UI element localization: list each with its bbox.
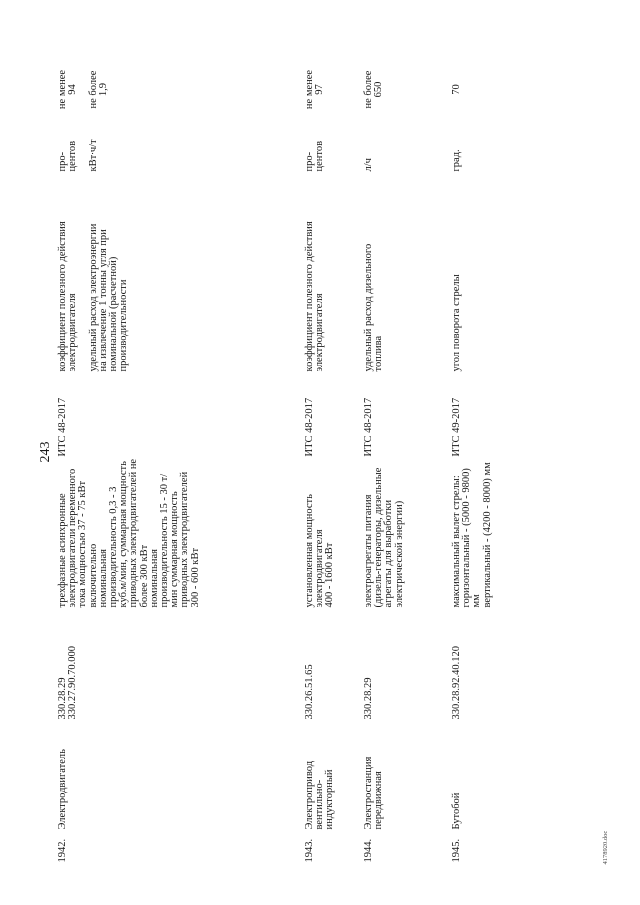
unit: град. — [451, 149, 462, 172]
okpd-code: 330.28.92.40.120 — [451, 646, 462, 720]
page-number: 243 — [38, 441, 53, 463]
unit: про- центов — [304, 140, 326, 172]
indicator: удельный расход дизельного топлива — [363, 243, 385, 372]
its-reference: ИТС 48-2017 — [57, 397, 68, 457]
characteristics: трехфазные асинхронные электродвигатели переменного тока мощностью 37 - 75 кВт включительно номинальная производительность 0,3 - 3 куб.м/мин, суммарная мощность приводных электродвигателей не более 300 кВт номинальная производительность 15 - 30 т/мин суммарная мощность приводных электродвигателей 300 - 600 кВт — [57, 458, 201, 608]
unit: про- центов кВт∙ч/т — [57, 139, 99, 172]
value: не более 650 — [363, 70, 385, 109]
equipment-name: Электростанция передвижная — [363, 756, 385, 830]
its-reference: ИТС 48-2017 — [363, 397, 374, 457]
characteristics: установленная мощность электродвигателя 400 - 1600 кВт — [304, 494, 336, 608]
row-number: 1943. — [304, 838, 315, 863]
okpd-code: 330.26.51.65 — [304, 664, 315, 720]
characteristics: максимальный вылет стрелы: горизонтальный - (5000 - 9800) мм вертикальный - (4200 - 8000) мм — [451, 462, 493, 608]
equipment-name: Бутобой — [451, 792, 462, 830]
equipment-name: Электродвигатель — [57, 749, 68, 830]
unit: л/ч — [363, 158, 374, 172]
indicator: угол поворота стрелы — [451, 274, 462, 372]
row-number: 1945. — [451, 838, 462, 863]
its-reference: ИТС 49-2017 — [451, 397, 462, 457]
document-reference: 4178920.doc — [602, 830, 609, 865]
indicator: коэффициент полезного действия электродвигателя удельный расход электроэнергии на извлечение 1 тонны угля при номинальной (расчетной) производительности — [57, 221, 130, 372]
characteristics: электроагрегаты питания (дизель-генераторы, дизельные агрегаты для выработки электрической энергии) — [363, 467, 405, 608]
okpd-code: 330.28.29 — [363, 677, 374, 720]
its-reference: ИТС 48-2017 — [304, 397, 315, 457]
indicator: коэффициент полезного действия электродвигателя — [304, 221, 326, 372]
row-number: 1942. — [57, 838, 68, 863]
row-number: 1944. — [363, 838, 374, 863]
value: не менее 97 — [304, 69, 326, 110]
value: 70 — [451, 84, 462, 95]
value: не менее 94 не более 1,9 — [57, 69, 109, 110]
okpd-code: 330.28.29 330.27.90.70.000 — [57, 646, 79, 720]
equipment-name: Электропривод вентильно-индукторный — [304, 760, 336, 830]
